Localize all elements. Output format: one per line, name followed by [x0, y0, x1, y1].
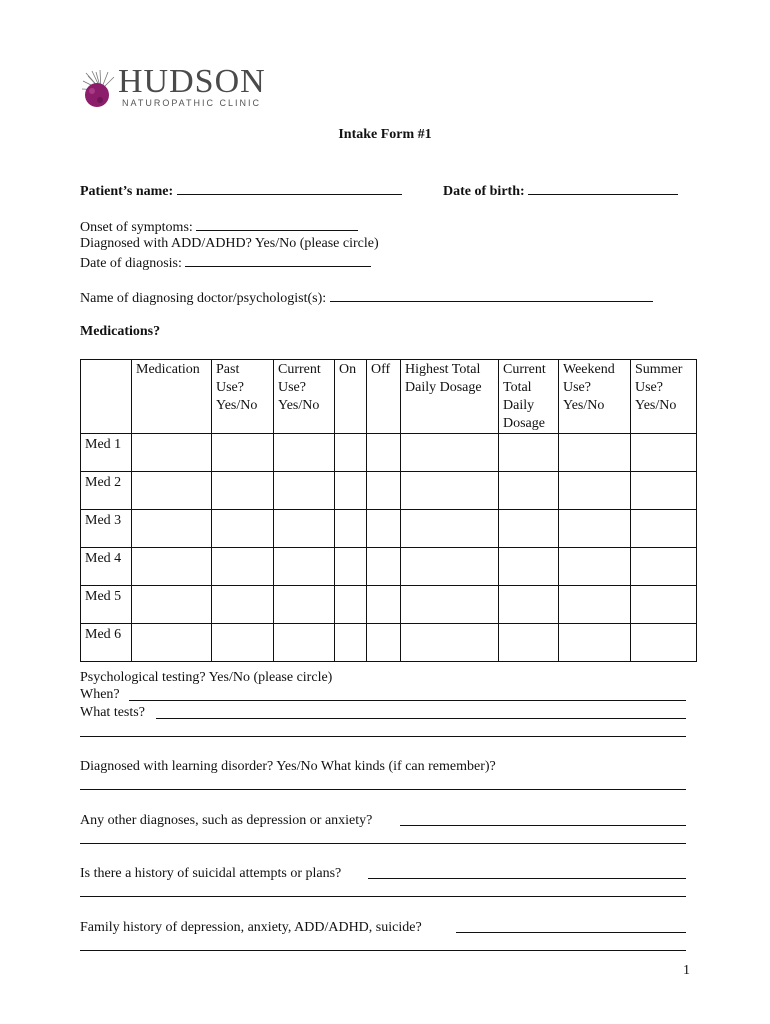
- table-row: [81, 548, 697, 586]
- table-header-cell: [81, 360, 132, 434]
- table-cell[interactable]: [367, 472, 401, 510]
- suicidal-history-blank-2[interactable]: [80, 896, 686, 897]
- table-cell[interactable]: [401, 510, 499, 548]
- table-cell[interactable]: [499, 624, 559, 662]
- page-number: 1: [683, 963, 690, 978]
- row-label: Med 4: [81, 548, 132, 586]
- diagnosing-doctor-blank[interactable]: [330, 288, 653, 302]
- row-label: Med 6: [81, 624, 132, 662]
- date-of-birth-field[interactable]: [443, 181, 678, 201]
- table-row: [81, 586, 697, 624]
- other-diagnoses-blank[interactable]: [400, 825, 686, 826]
- table-cell[interactable]: [274, 624, 335, 662]
- family-history-blank[interactable]: [456, 932, 686, 933]
- family-history-label: Family history of depression, anxiety, ADD/ADHD, suicide?: [80, 920, 422, 935]
- when-label: When?: [80, 687, 120, 702]
- table-cell[interactable]: [335, 472, 367, 510]
- table-cell[interactable]: [631, 548, 697, 586]
- table-header-cell: Current Total Daily Dosage: [499, 360, 559, 434]
- what-tests-label: What tests?: [80, 705, 145, 720]
- patient-name-label: Patient’s name:: [80, 184, 174, 199]
- table-cell[interactable]: [559, 548, 631, 586]
- table-cell[interactable]: [559, 624, 631, 662]
- table-cell[interactable]: [631, 510, 697, 548]
- diagnosing-doctor-field[interactable]: [80, 288, 653, 308]
- clinic-logo-mark: [80, 69, 122, 111]
- table-cell[interactable]: [367, 434, 401, 472]
- table-cell[interactable]: [401, 434, 499, 472]
- row-label: Med 1: [81, 434, 132, 472]
- table-header-cell: On: [335, 360, 367, 434]
- table-header-cell: Weekend Use? Yes/No: [559, 360, 631, 434]
- suicidal-history-blank[interactable]: [368, 878, 686, 879]
- diagnosis-date-field[interactable]: [80, 253, 371, 273]
- learning-disorder-question[interactable]: Diagnosed with learning disorder? Yes/No What kinds (if can remember)?: [80, 759, 496, 774]
- table-cell[interactable]: [132, 510, 212, 548]
- table-cell[interactable]: [132, 548, 212, 586]
- table-header-cell: Summer Use? Yes/No: [631, 360, 697, 434]
- clinic-logo-subtitle: NATUROPATHIC CLINIC: [122, 98, 262, 108]
- table-cell[interactable]: [367, 586, 401, 624]
- table-cell[interactable]: [559, 586, 631, 624]
- clinic-logo-name: HUDSON: [118, 63, 266, 100]
- medications-table: [80, 359, 697, 662]
- table-cell[interactable]: [335, 510, 367, 548]
- table-cell[interactable]: [631, 624, 697, 662]
- table-cell[interactable]: [132, 586, 212, 624]
- table-cell[interactable]: [367, 548, 401, 586]
- table-cell[interactable]: [499, 510, 559, 548]
- table-cell[interactable]: [132, 472, 212, 510]
- table-row: [81, 472, 697, 510]
- table-cell[interactable]: [401, 586, 499, 624]
- table-cell[interactable]: [559, 434, 631, 472]
- table-cell[interactable]: [212, 472, 274, 510]
- table-cell[interactable]: [631, 472, 697, 510]
- table-cell[interactable]: [212, 548, 274, 586]
- table-cell[interactable]: [335, 434, 367, 472]
- table-cell[interactable]: [367, 510, 401, 548]
- table-header-row: [81, 360, 697, 434]
- table-cell[interactable]: [499, 434, 559, 472]
- onset-blank[interactable]: [196, 217, 358, 231]
- form-title: Intake Form #1: [338, 127, 432, 142]
- table-cell[interactable]: [499, 548, 559, 586]
- row-label: Med 2: [81, 472, 132, 510]
- table-row: [81, 624, 697, 662]
- table-cell[interactable]: [401, 624, 499, 662]
- when-blank[interactable]: [129, 700, 686, 701]
- diagnosis-date-blank[interactable]: [185, 253, 371, 267]
- table-header-cell: Medication: [132, 360, 212, 434]
- table-cell[interactable]: [335, 624, 367, 662]
- table-cell[interactable]: [212, 434, 274, 472]
- row-label: Med 5: [81, 586, 132, 624]
- table-cell[interactable]: [274, 548, 335, 586]
- table-row: [81, 434, 697, 472]
- flower-logo-icon: [80, 69, 122, 111]
- table-cell[interactable]: [274, 510, 335, 548]
- onset-field[interactable]: [80, 217, 358, 237]
- table-cell[interactable]: [274, 472, 335, 510]
- table-cell[interactable]: [367, 624, 401, 662]
- what-tests-blank-2[interactable]: [80, 736, 686, 737]
- suicidal-history-label: Is there a history of suicidal attempts or plans?: [80, 866, 342, 881]
- table-cell[interactable]: [401, 472, 499, 510]
- diagnosing-doctor-label: Name of diagnosing doctor/psychologist(s):: [80, 291, 327, 306]
- table-cell[interactable]: [559, 472, 631, 510]
- learning-disorder-blank[interactable]: [80, 789, 686, 790]
- table-header-cell: Past Use? Yes/No: [212, 360, 274, 434]
- psych-testing-question[interactable]: Psychological testing? Yes/No (please circle): [80, 670, 333, 685]
- patient-name-field[interactable]: [80, 181, 402, 201]
- date-of-birth-blank[interactable]: [528, 181, 678, 195]
- table-cell[interactable]: [212, 510, 274, 548]
- table-cell[interactable]: [631, 434, 697, 472]
- table-cell[interactable]: [274, 434, 335, 472]
- table-cell[interactable]: [499, 472, 559, 510]
- what-tests-blank[interactable]: [156, 718, 686, 719]
- table-cell[interactable]: [132, 434, 212, 472]
- row-label: Med 3: [81, 510, 132, 548]
- table-cell[interactable]: [274, 586, 335, 624]
- date-of-birth-label: Date of birth:: [443, 184, 525, 199]
- table-cell[interactable]: [132, 624, 212, 662]
- table-row: [81, 510, 697, 548]
- table-cell[interactable]: [631, 586, 697, 624]
- table-cell[interactable]: [335, 548, 367, 586]
- table-cell[interactable]: [335, 586, 367, 624]
- table-cell[interactable]: [212, 586, 274, 624]
- table-cell[interactable]: [401, 548, 499, 586]
- medications-heading: Medications?: [80, 324, 161, 339]
- table-cell[interactable]: [212, 624, 274, 662]
- diagnosed-adhd-question[interactable]: Diagnosed with ADD/ADHD? Yes/No (please circle): [80, 236, 379, 251]
- table-cell[interactable]: [499, 586, 559, 624]
- family-history-blank-2[interactable]: [80, 950, 686, 951]
- other-diagnoses-blank-2[interactable]: [80, 843, 686, 844]
- table-header-cell: Highest Total Daily Dosage: [401, 360, 499, 434]
- table-header-cell: Off: [367, 360, 401, 434]
- other-diagnoses-label: Any other diagnoses, such as depression or anxiety?: [80, 813, 373, 828]
- patient-name-blank[interactable]: [177, 181, 402, 195]
- table-header-cell: Current Use? Yes/No: [274, 360, 335, 434]
- table-cell[interactable]: [559, 510, 631, 548]
- diagnosis-date-label: Date of diagnosis:: [80, 256, 182, 271]
- onset-label: Onset of symptoms:: [80, 220, 193, 235]
